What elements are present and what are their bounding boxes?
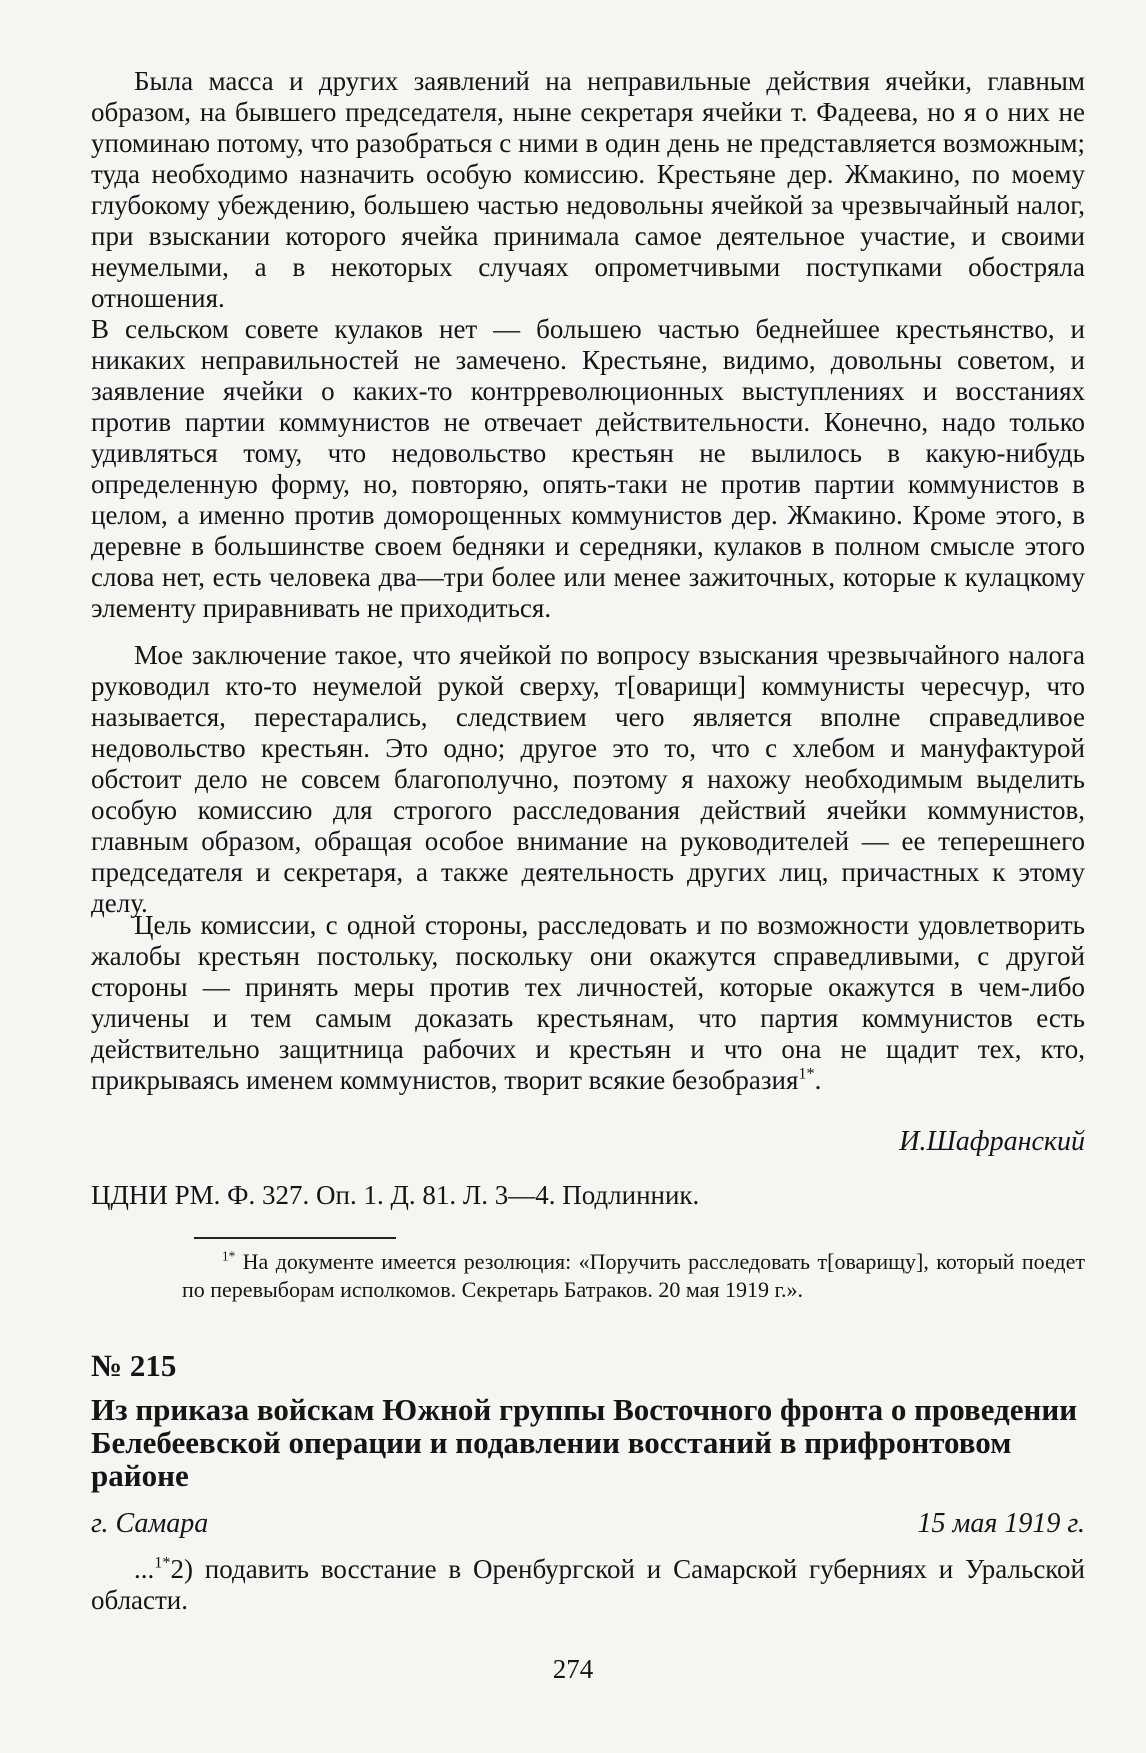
body-paragraph-2: В сельском совете кулаков нет — большею частью беднейшее крестьянство, и никаких неправильностей не замечено. Крестьяне, видимо, довольны советом, и заявление ячейки о каких-то контрреволюционных выступлениях и восстаниях против партии коммунистов не отвечает действительности. Конечно, надо только удивляться тому, что недовольство крестьян не вылилось в какую-нибудь определенную форму, но, повторяю, опять-таки не против партии коммунистов в целом, а именно против доморощенных коммунистов дер. Жмакино. Кроме этого, в деревне в большинстве своем бедняки и середняки, кулаков в полном смысле этого слова нет, есть человека два—три более или менее зажиточных, которые к кулацкому элементу приравнивать не приходиться. — [91, 314, 1085, 623]
archive-reference: ЦДНИ РМ. Ф. 327. Оп. 1. Д. 81. Л. 3—4. Подлинник. — [91, 1180, 700, 1210]
footnote-divider — [194, 1237, 396, 1239]
footnote — [182, 1248, 1085, 1304]
body-paragraph-4 — [91, 910, 1085, 1096]
document-place-date — [91, 1508, 1085, 1540]
document-place: г. Самара — [91, 1508, 209, 1539]
excerpt-text: 2) подавить восстание в Оренбургской и Самарской губерниях и Уральской области. — [91, 1554, 1085, 1615]
document-number: № 215 — [91, 1348, 177, 1383]
body-paragraph-1: Была масса и других заявлений на неправильные действия ячейки, главным образом, на бывшего председателя, ныне секретаря ячейки т. Фадеева, но я о них не упоминаю потому, что разобраться с ними в один день не представляется возможным; туда необходимо назначить особую комиссию. Крестьяне дер. Жмакино, по моему глубокому убеждению, большею частью недовольны ячейкой за чрезвычайный налог, при взыскании которого ячейка принимала самое деятельное участие, и своими неумелыми, а в некоторых случаях опрометчивыми поступками обостряла отношения. — [91, 66, 1085, 313]
signature: И.Шафранский — [899, 1126, 1085, 1157]
page-number: 274 — [552, 1654, 594, 1684]
document-date: 15 мая 1919 г. — [917, 1508, 1085, 1539]
body-paragraph-3: Мое заключение такое, что ячейкой по вопросу взыскания чрезвычайного налога руководил кто-то неумелой рукой сверху, т[оварищи] коммунисты чересчур, что называется, перестарались, следствием чего является вполне справедливое недовольство крестьян. Это одно; другое это то, что с хлебом и мануфактурой обстоит дело не совсем благополучно, поэтому я нахожу необходимым выделить особую комиссию для строгого расследования действий ячейки коммунистов, главным образом, обращая особое внимание на руководителей — ее теперешнего председателя и секретаря, а также деятельность других лиц, причастных к этому делу. — [91, 640, 1085, 918]
body-paragraph-4-text: Цель комиссии, с одной стороны, расследовать и по возможности удовлетворить жалобы крестьян постольку, поскольку они окажутся справедливыми, с другой стороны — принять меры против тех личностей, которые окажутся в чем-либо уличены и тем самым доказать крестьянам, что партия коммунистов есть действительно защитница рабочих и крестьян и что она не щадит тех, кто, прикрываясь именем коммунистов, творит всякие безобразия — [91, 910, 1085, 1095]
document-title: Из приказа войскам Южной группы Восточного фронта о проведении Белебеевской операции и подавлении восстаний в прифронтовом районе — [91, 1392, 1078, 1493]
footnote-marker: 1* — [222, 1248, 236, 1264]
body-paragraph-4-end: . — [814, 1065, 822, 1095]
footnote-reference: 1* — [798, 1064, 815, 1083]
excerpt-ellipsis: ... — [134, 1554, 155, 1584]
document-excerpt — [91, 1554, 1085, 1616]
footnote-text: На документе имеется резолюция: «Поручить расследовать т[оварищу], который поедет по перевыборам исполкомов. Секретарь Батраков. 20 мая 1919 г.». — [182, 1249, 1085, 1302]
excerpt-marker: 1* — [154, 1553, 171, 1572]
